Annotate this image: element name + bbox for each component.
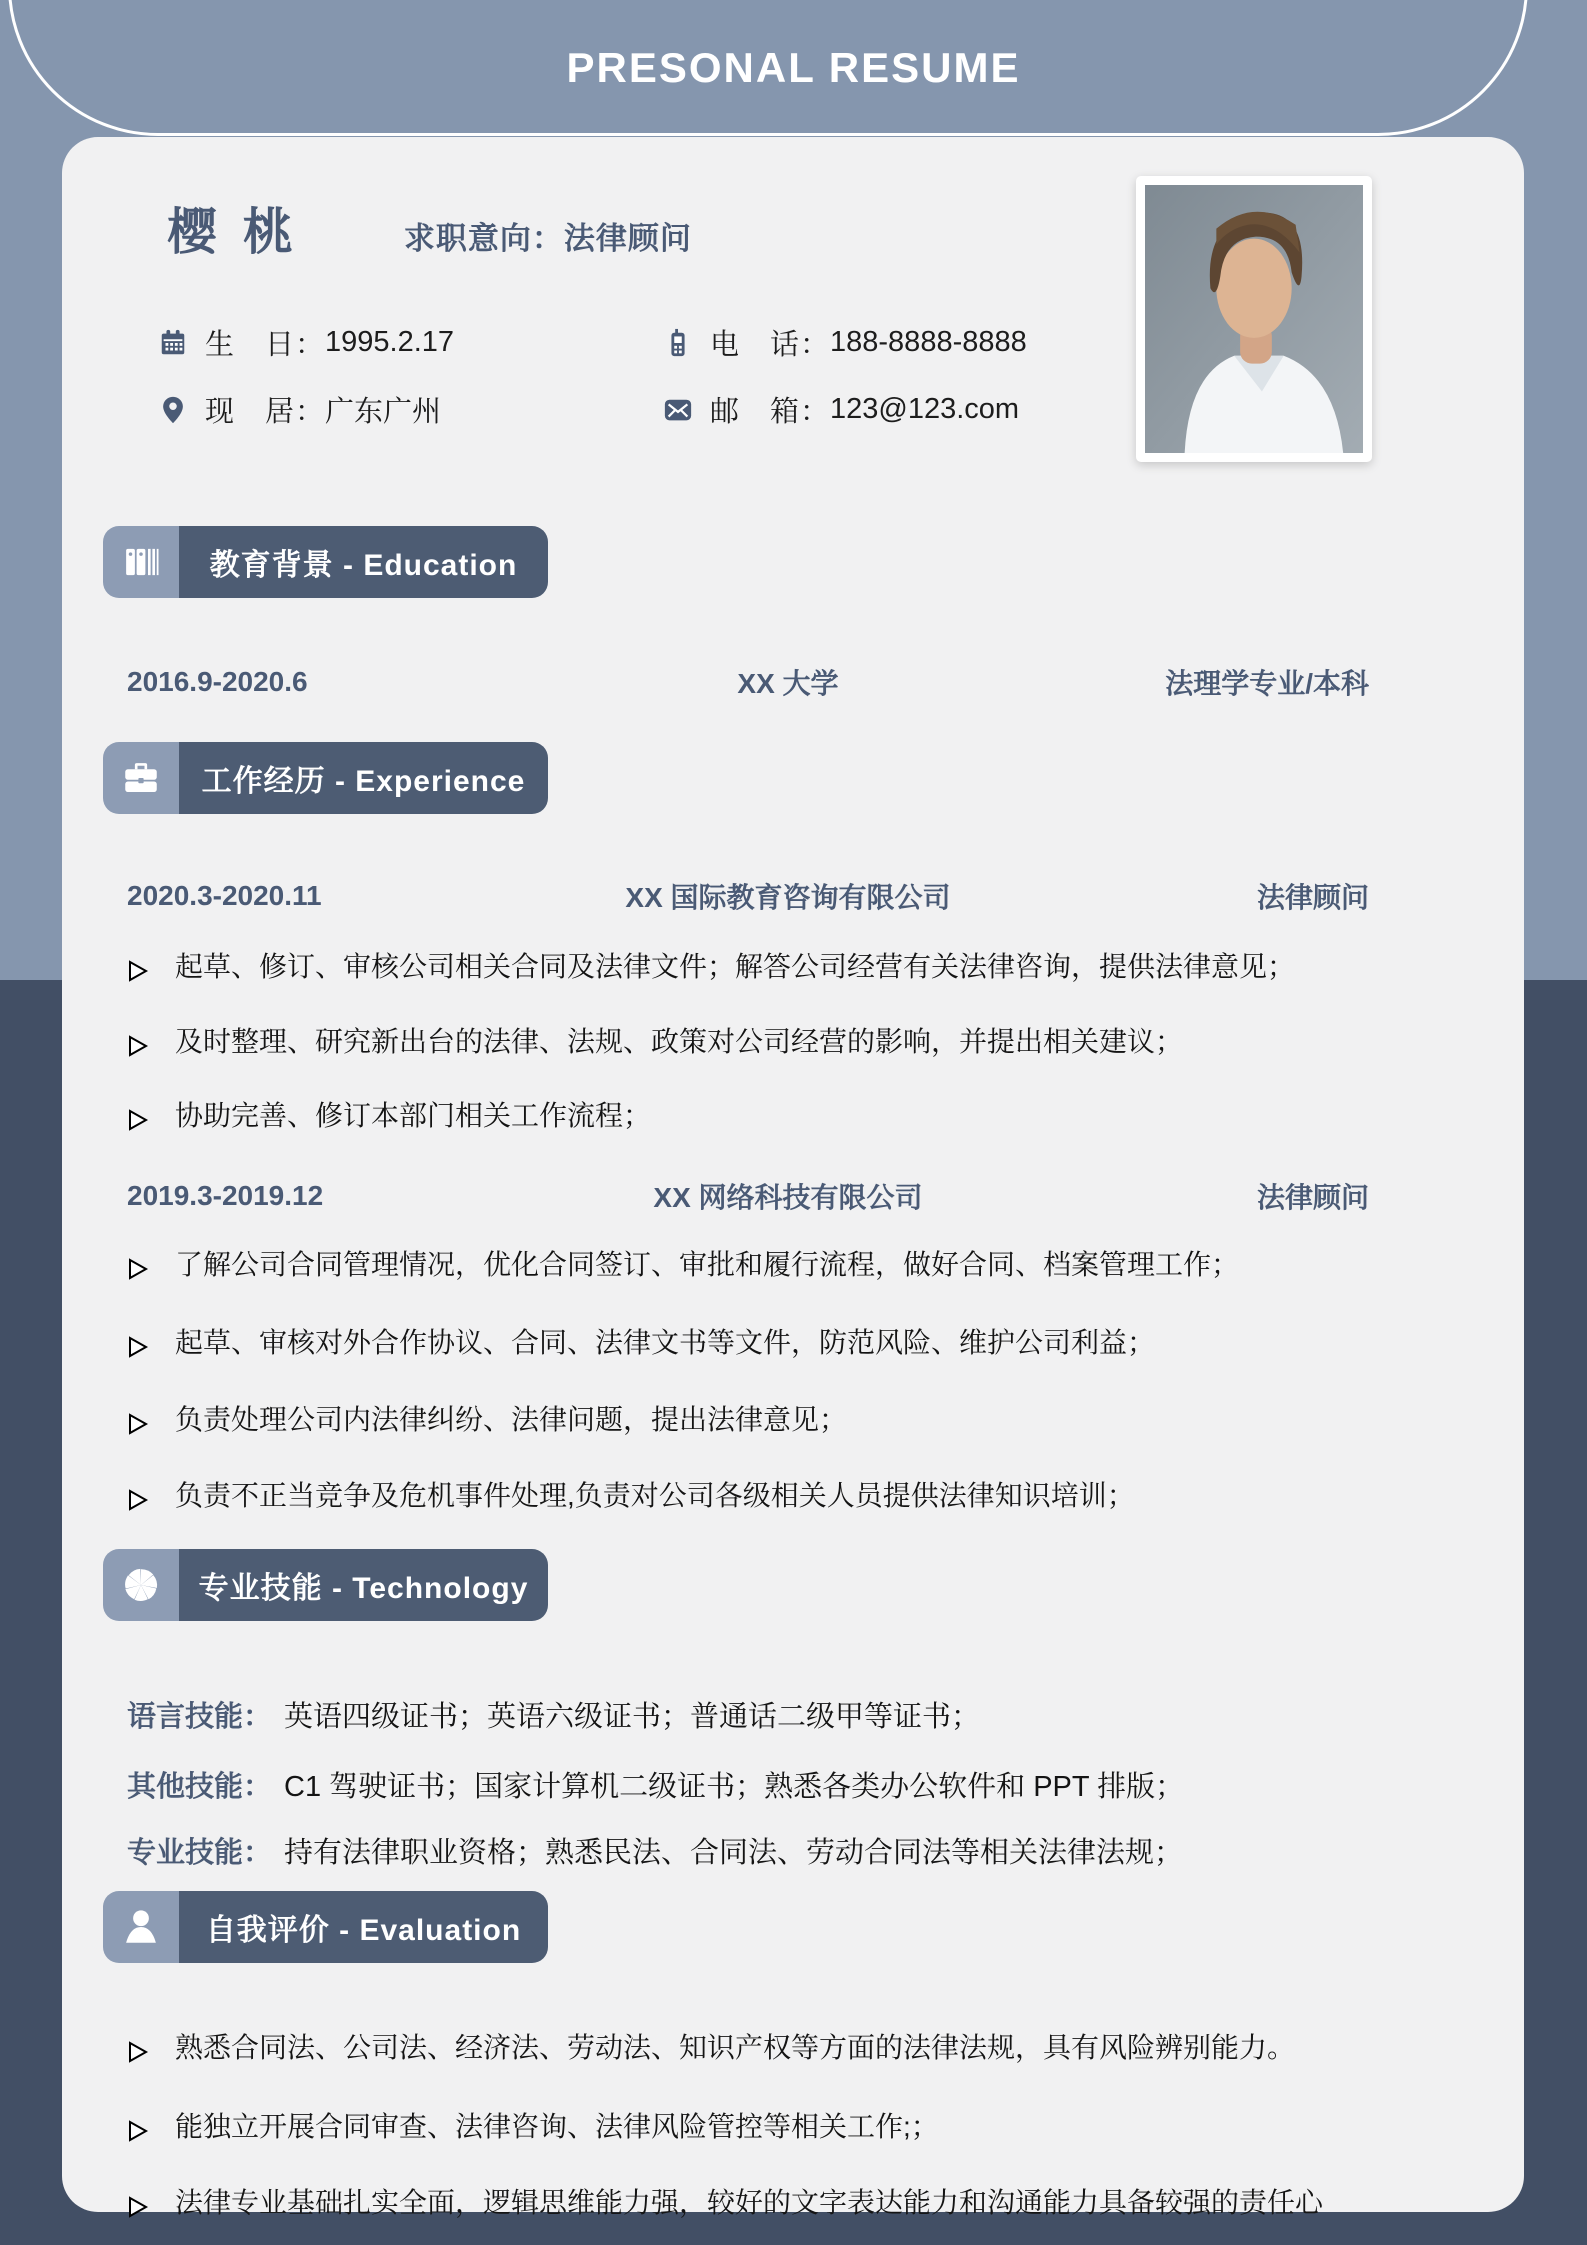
aperture-icon xyxy=(103,1549,179,1621)
arrow-bullet-icon xyxy=(127,2108,175,2153)
arrow-bullet-icon xyxy=(127,1246,175,1291)
job-bullet xyxy=(127,948,1464,993)
profile-photo xyxy=(1136,176,1372,462)
info-label: 电 话： xyxy=(710,329,831,361)
skill-label: 语言技能： xyxy=(127,1701,273,1733)
page-title: PRESONAL RESUME xyxy=(566,44,1021,91)
section-title: 专业技能 - Technology xyxy=(179,1549,548,1621)
section-title: 教育背景 - Education xyxy=(179,526,548,598)
bullet-text: 法律专业基础扎实全面，逻辑思维能力强，较好的文字表达能力和沟通能力具备较强的责任心 xyxy=(175,2187,1324,2218)
section-title: 自我评价 - Evaluation xyxy=(179,1891,548,1963)
info-label: 生 日： xyxy=(205,329,326,361)
job-company: XX 网络科技有限公司 xyxy=(653,1182,923,1213)
skill-text: 持有法律职业资格；熟悉民法、合同法、劳动合同法等相关法律法规； xyxy=(284,1837,1184,1869)
skill-label: 其他技能： xyxy=(127,1771,273,1803)
education-major: 法理学专业/本科 xyxy=(1165,668,1369,699)
candidate-name: 樱 桃 xyxy=(167,204,299,260)
section-bar-skills xyxy=(103,1549,548,1621)
info-label: 现 居： xyxy=(205,396,326,428)
info-birthday xyxy=(157,322,662,363)
phone-icon xyxy=(662,327,694,359)
mail-icon xyxy=(662,394,694,426)
arrow-bullet-icon xyxy=(127,2184,175,2229)
skill-row xyxy=(127,1699,1464,1735)
resume-card xyxy=(62,137,1524,2218)
bullet-text: 负责处理公司内法律纠纷、法律问题，提出法律意见； xyxy=(175,1404,848,1435)
job-period: 2020.3-2020.11 xyxy=(127,880,322,911)
job-header xyxy=(127,1176,1464,1216)
arrow-bullet-icon xyxy=(127,948,175,993)
info-value: 188-8888-8888 xyxy=(830,326,1027,358)
job-position: 法律顾问 xyxy=(1256,882,1369,913)
skill-text: 英语四级证书；英语六级证书；普通话二级甲等证书； xyxy=(284,1701,981,1733)
person-icon xyxy=(103,1891,179,1963)
education-school: XX 大学 xyxy=(737,668,839,699)
bullet-text: 熟悉合同法、公司法、经济法、劳动法、知识产权等方面的法律法规，具有风险辨别能力。 xyxy=(175,2032,1296,2063)
job-bullet xyxy=(127,1477,1464,1522)
job-header xyxy=(127,876,1464,916)
arrow-bullet-icon xyxy=(127,1023,175,1068)
job-bullet xyxy=(127,1097,1464,1142)
skill-text: C1 驾驶证书；国家计算机二级证书；熟悉各类办公软件和 PPT 排版； xyxy=(284,1771,1185,1803)
job-period: 2019.3-2019.12 xyxy=(127,1180,324,1211)
job-company: XX 国际教育咨询有限公司 xyxy=(625,882,951,913)
bullet-text: 了解公司合同管理情况，优化合同签订、审批和履行流程，做好合同、档案管理工作； xyxy=(175,1249,1240,1280)
job-intention: 求职意向：法律顾问 xyxy=(403,221,692,256)
section-bar-evaluation xyxy=(103,1891,548,1963)
arrow-bullet-icon xyxy=(127,2029,175,2074)
job-position: 法律顾问 xyxy=(1256,1182,1369,1213)
bullet-text: 起草、审核对外合作协议、合同、法律文书等文件，防范风险、维护公司利益； xyxy=(175,1327,1156,1358)
books-icon xyxy=(103,526,179,598)
calendar-icon xyxy=(157,327,189,359)
section-title: 工作经历 - Experience xyxy=(179,742,548,814)
section-bar-education xyxy=(103,526,548,598)
job-bullet xyxy=(127,1246,1464,1291)
bullet-text: 协助完善、修订本部门相关工作流程； xyxy=(175,1100,652,1131)
bullet-text: 负责不正当竞争及危机事件处理,负责对公司各级相关人员提供法律知识培训； xyxy=(175,1480,1135,1511)
education-period: 2016.9-2020.6 xyxy=(127,666,308,697)
info-value: 广东广州 xyxy=(325,396,442,428)
skill-row xyxy=(127,1835,1464,1871)
skill-label: 专业技能： xyxy=(127,1837,273,1869)
evaluation-bullet xyxy=(127,2108,1464,2153)
info-phone xyxy=(662,322,1167,363)
evaluation-bullet xyxy=(127,2029,1464,2074)
education-row xyxy=(127,662,1464,702)
arrow-bullet-icon xyxy=(127,1097,175,1142)
arrow-bullet-icon xyxy=(127,1477,175,1522)
info-residence xyxy=(157,389,662,430)
info-label: 邮 箱： xyxy=(710,396,831,428)
info-value: 123@123.com xyxy=(830,393,1020,425)
section-bar-experience xyxy=(103,742,548,814)
bullet-text: 及时整理、研究新出台的法律、法规、政策对公司经营的影响，并提出相关建议； xyxy=(175,1026,1184,1057)
evaluation-bullet xyxy=(127,2184,1464,2229)
skill-row xyxy=(127,1769,1464,1805)
arrow-bullet-icon xyxy=(127,1324,175,1369)
location-icon xyxy=(157,394,189,426)
info-value: 1995.2.17 xyxy=(325,326,455,358)
info-email xyxy=(662,389,1167,430)
portrait-illustration xyxy=(1145,185,1363,453)
bullet-text: 起草、修订、审核公司相关合同及法律文件；解答公司经营有关法律咨询，提供法律意见； xyxy=(175,951,1296,982)
job-bullet xyxy=(127,1023,1464,1068)
arrow-bullet-icon xyxy=(127,1401,175,1446)
job-bullet xyxy=(127,1324,1464,1369)
bullet-text: 能独立开展合同审查、法律咨询、法律风险管控等相关工作;； xyxy=(175,2111,939,2142)
briefcase-icon xyxy=(103,742,179,814)
job-bullet xyxy=(127,1401,1464,1446)
